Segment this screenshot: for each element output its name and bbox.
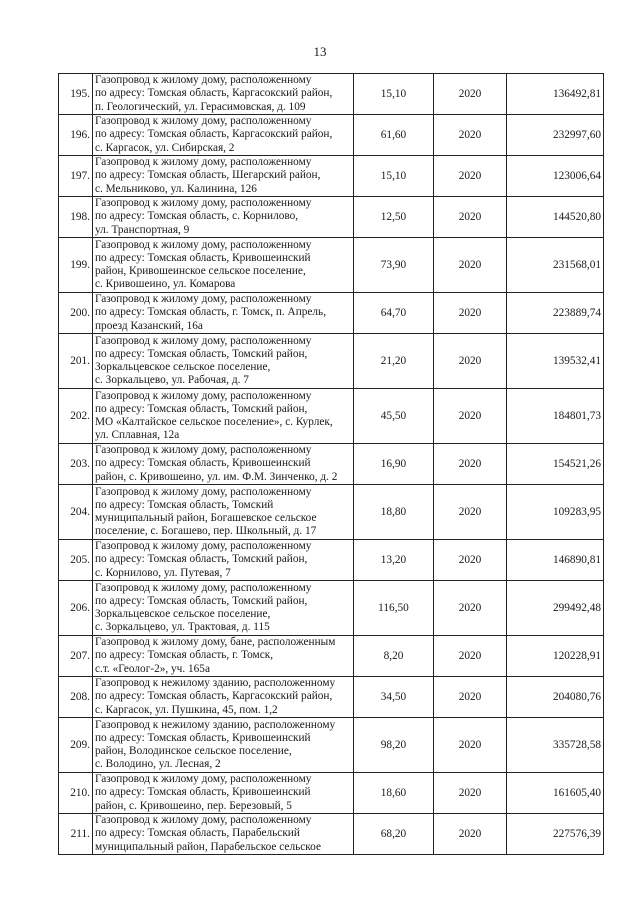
description-line: Зоркальцевское сельское поселение, (95, 608, 271, 620)
description-line: Газопровод к жилому дому, расположенному (95, 444, 312, 457)
commission-year: 2020 (434, 581, 507, 636)
description-line: МО «Калтайское сельское поселение», с. Курлек, (95, 416, 333, 428)
object-description (93, 718, 354, 773)
object-description (93, 74, 354, 115)
description-line: п. Геологический, ул. Герасимовская, д. 109 (95, 100, 306, 113)
table-row (59, 238, 604, 293)
table-row (59, 444, 604, 485)
description-line: Газопровод к жилому дому, расположенному (95, 540, 312, 553)
cost-value: 161605,40 (507, 773, 604, 814)
table-row (59, 773, 604, 814)
cost-value: 204080,76 (507, 677, 604, 718)
commission-year: 2020 (434, 293, 507, 334)
table-row (59, 636, 604, 677)
description-line: Газопровод к жилому дому, расположенному (95, 74, 312, 87)
table-row (59, 293, 604, 334)
row-number: 199. (59, 238, 93, 293)
description-line: район, Володинское сельское поселение, (95, 745, 292, 757)
pipeline-length: 68,20 (354, 814, 434, 855)
cost-value: 184801,73 (507, 389, 604, 444)
description-line: Газопровод к жилому дому, расположенному (95, 197, 312, 210)
pipeline-length: 12,50 (354, 197, 434, 238)
cost-value: 136492,81 (507, 74, 604, 115)
table-row (59, 677, 604, 718)
row-number: 200. (59, 293, 93, 334)
commission-year: 2020 (434, 636, 507, 677)
description-line: по адресу: Томская область, Томский (95, 498, 274, 511)
pipeline-length: 73,90 (354, 238, 434, 293)
cost-value: 227576,39 (507, 814, 604, 855)
table-row (59, 485, 604, 540)
description-line: с. Каргасок, ул. Сибирская, 2 (95, 141, 235, 154)
table-row (59, 197, 604, 238)
object-description (93, 293, 354, 334)
description-line: по адресу: Томская область, Кривошеинский (95, 251, 311, 264)
pipeline-length: 8,20 (354, 636, 434, 677)
description-line: район, с. Кривошеино, пер. Березовый, 5 (95, 799, 292, 812)
pipeline-length: 34,50 (354, 677, 434, 718)
object-description (93, 156, 354, 197)
object-description (93, 115, 354, 156)
row-number: 208. (59, 677, 93, 718)
description-line: ул. Сплавная, 12а (95, 429, 180, 442)
row-number: 198. (59, 197, 93, 238)
description-line: по адресу: Томская область, Каргасокский район, (95, 128, 333, 141)
cost-value: 232997,60 (507, 115, 604, 156)
description-line: по адресу: Томская область, Кривошеинский (95, 786, 311, 799)
description-line: по адресу: Томская область, Кривошеинский (95, 731, 311, 744)
pipeline-length: 45,50 (354, 389, 434, 444)
cost-value: 223889,74 (507, 293, 604, 334)
description-line: район, с. Кривошеино, ул. им. Ф.М. Зинченко, д. 2 (95, 470, 338, 483)
description-line: Газопровод к нежилому зданию, расположенному (95, 677, 336, 690)
row-number: 205. (59, 540, 93, 581)
cost-value: 144520,80 (507, 197, 604, 238)
description-line: Газопровод к жилому дому, расположенному (95, 581, 312, 594)
description-line: по адресу: Томская область, г. Томск, п. Апрель, (95, 306, 327, 319)
object-description (93, 238, 354, 293)
object-description (93, 444, 354, 485)
description-line: по адресу: Томская область, Кривошеинский (95, 457, 311, 470)
description-line: с. Кривошеино, ул. Комарова (95, 278, 236, 291)
pipeline-length: 15,10 (354, 74, 434, 115)
commission-year: 2020 (434, 74, 507, 115)
cost-value: 299492,48 (507, 581, 604, 636)
description-line: по адресу: Томская область, Томский район, (95, 553, 308, 566)
description-line: проезд Казанский, 16а (95, 319, 203, 332)
pipeline-length: 61,60 (354, 115, 434, 156)
commission-year: 2020 (434, 238, 507, 293)
cost-value: 120228,91 (507, 636, 604, 677)
description-line: по адресу: Томская область, Томский район, (95, 594, 308, 607)
commission-year: 2020 (434, 677, 507, 718)
description-line: с. Корнилово, ул. Путевая, 7 (95, 566, 231, 579)
description-line: Газопровод к жилому дому, расположенному (95, 334, 312, 347)
object-description (93, 540, 354, 581)
object-description (93, 485, 354, 540)
commission-year: 2020 (434, 389, 507, 444)
page-number: 13 (313, 44, 327, 59)
pipeline-length: 18,60 (354, 773, 434, 814)
object-description (93, 677, 354, 718)
row-number: 204. (59, 485, 93, 540)
cost-value: 139532,41 (507, 334, 604, 389)
pipeline-length: 64,70 (354, 293, 434, 334)
cost-value: 154521,26 (507, 444, 604, 485)
description-line: Газопровод к жилому дому, расположенному (95, 115, 312, 128)
pipeline-length: 18,80 (354, 485, 434, 540)
cost-value: 231568,01 (507, 238, 604, 293)
object-description (93, 636, 354, 677)
description-line: поселение, с. Богашево, пер. Школьный, д. 17 (95, 525, 317, 538)
table-body (59, 74, 604, 855)
description-line: Газопровод к жилому дому, бане, расположенным (95, 636, 336, 649)
row-number: 196. (59, 115, 93, 156)
commission-year: 2020 (434, 540, 507, 581)
table-row (59, 389, 604, 444)
description-line: по адресу: Томская область, Каргасокский район, (95, 87, 333, 100)
pipeline-length: 16,90 (354, 444, 434, 485)
row-number: 211. (59, 814, 93, 855)
table-row (59, 74, 604, 115)
row-number: 195. (59, 74, 93, 115)
description-line: с. Мельниково, ул. Калинина, 126 (95, 182, 257, 195)
commission-year: 2020 (434, 197, 507, 238)
table-row (59, 156, 604, 197)
description-line: по адресу: Томская область, Каргасокский район, (95, 690, 333, 703)
row-number: 201. (59, 334, 93, 389)
pipeline-length: 13,20 (354, 540, 434, 581)
object-description (93, 334, 354, 389)
description-line: по адресу: Томская область, Шегарский район, (95, 169, 321, 182)
object-description (93, 773, 354, 814)
description-line: Зоркальцевское сельское поселение, (95, 361, 271, 373)
cost-value: 123006,64 (507, 156, 604, 197)
row-number: 206. (59, 581, 93, 636)
description-line: Газопровод к нежилому зданию, расположенному (95, 718, 336, 731)
description-line: Газопровод к жилому дому, расположенному (95, 814, 312, 827)
row-number: 202. (59, 389, 93, 444)
object-description (93, 389, 354, 444)
table-row (59, 540, 604, 581)
table-row (59, 581, 604, 636)
commission-year: 2020 (434, 444, 507, 485)
commission-year: 2020 (434, 485, 507, 540)
description-line: муниципальный район, Парабельское сельское (95, 840, 321, 853)
description-line: по адресу: Томская область, Томский район, (95, 347, 308, 360)
pipeline-length: 116,50 (354, 581, 434, 636)
row-number: 203. (59, 444, 93, 485)
description-line: по адресу: Томская область, г. Томск, (95, 649, 274, 662)
description-line: с. Зоркальцево, ул. Трактовая, д. 115 (95, 621, 270, 634)
description-line: Газопровод к жилому дому, расположенному (95, 238, 312, 251)
pipeline-length: 98,20 (354, 718, 434, 773)
table-row (59, 115, 604, 156)
cost-value: 146890,81 (507, 540, 604, 581)
table-row (59, 718, 604, 773)
description-line: с. Каргасок, ул. Пушкина, 45, пом. 1,2 (95, 703, 278, 716)
description-line: с. Зоркальцево, ул. Рабочая, д. 7 (95, 374, 249, 387)
object-description (93, 197, 354, 238)
row-number: 207. (59, 636, 93, 677)
commission-year: 2020 (434, 115, 507, 156)
description-line: Газопровод к жилому дому, расположенному (95, 389, 312, 402)
cost-value: 335728,58 (507, 718, 604, 773)
table-row (59, 814, 604, 855)
row-number: 210. (59, 773, 93, 814)
cost-value: 109283,95 (507, 485, 604, 540)
commission-year: 2020 (434, 718, 507, 773)
description-line: район, Кривошеинское сельское поселение, (95, 265, 306, 277)
description-line: муниципальный район, Богашевское сельское (95, 512, 317, 524)
description-line: Газопровод к жилому дому, расположенному (95, 156, 312, 169)
description-line: по адресу: Томская область, Парабельский (95, 827, 300, 840)
pipeline-length: 21,20 (354, 334, 434, 389)
gas-pipeline-table (58, 73, 604, 855)
description-line: Газопровод к жилому дому, расположенному (95, 773, 312, 786)
description-line: с. Володино, ул. Лесная, 2 (95, 758, 221, 771)
description-line: по адресу: Томская область, с. Корнилово, (95, 210, 299, 223)
description-line: Газопровод к жилому дому, расположенному (95, 485, 312, 498)
row-number: 197. (59, 156, 93, 197)
commission-year: 2020 (434, 334, 507, 389)
table-row (59, 334, 604, 389)
object-description (93, 814, 354, 855)
row-number: 209. (59, 718, 93, 773)
description-line: Газопровод к жилому дому, расположенному (95, 293, 312, 306)
commission-year: 2020 (434, 814, 507, 855)
description-line: по адресу: Томская область, Томский район, (95, 402, 308, 415)
description-line: с.т. «Геолог-2», уч. 165а (95, 662, 210, 675)
description-line: ул. Транспортная, 9 (95, 223, 190, 236)
commission-year: 2020 (434, 773, 507, 814)
commission-year: 2020 (434, 156, 507, 197)
object-description (93, 581, 354, 636)
pipeline-length: 15,10 (354, 156, 434, 197)
